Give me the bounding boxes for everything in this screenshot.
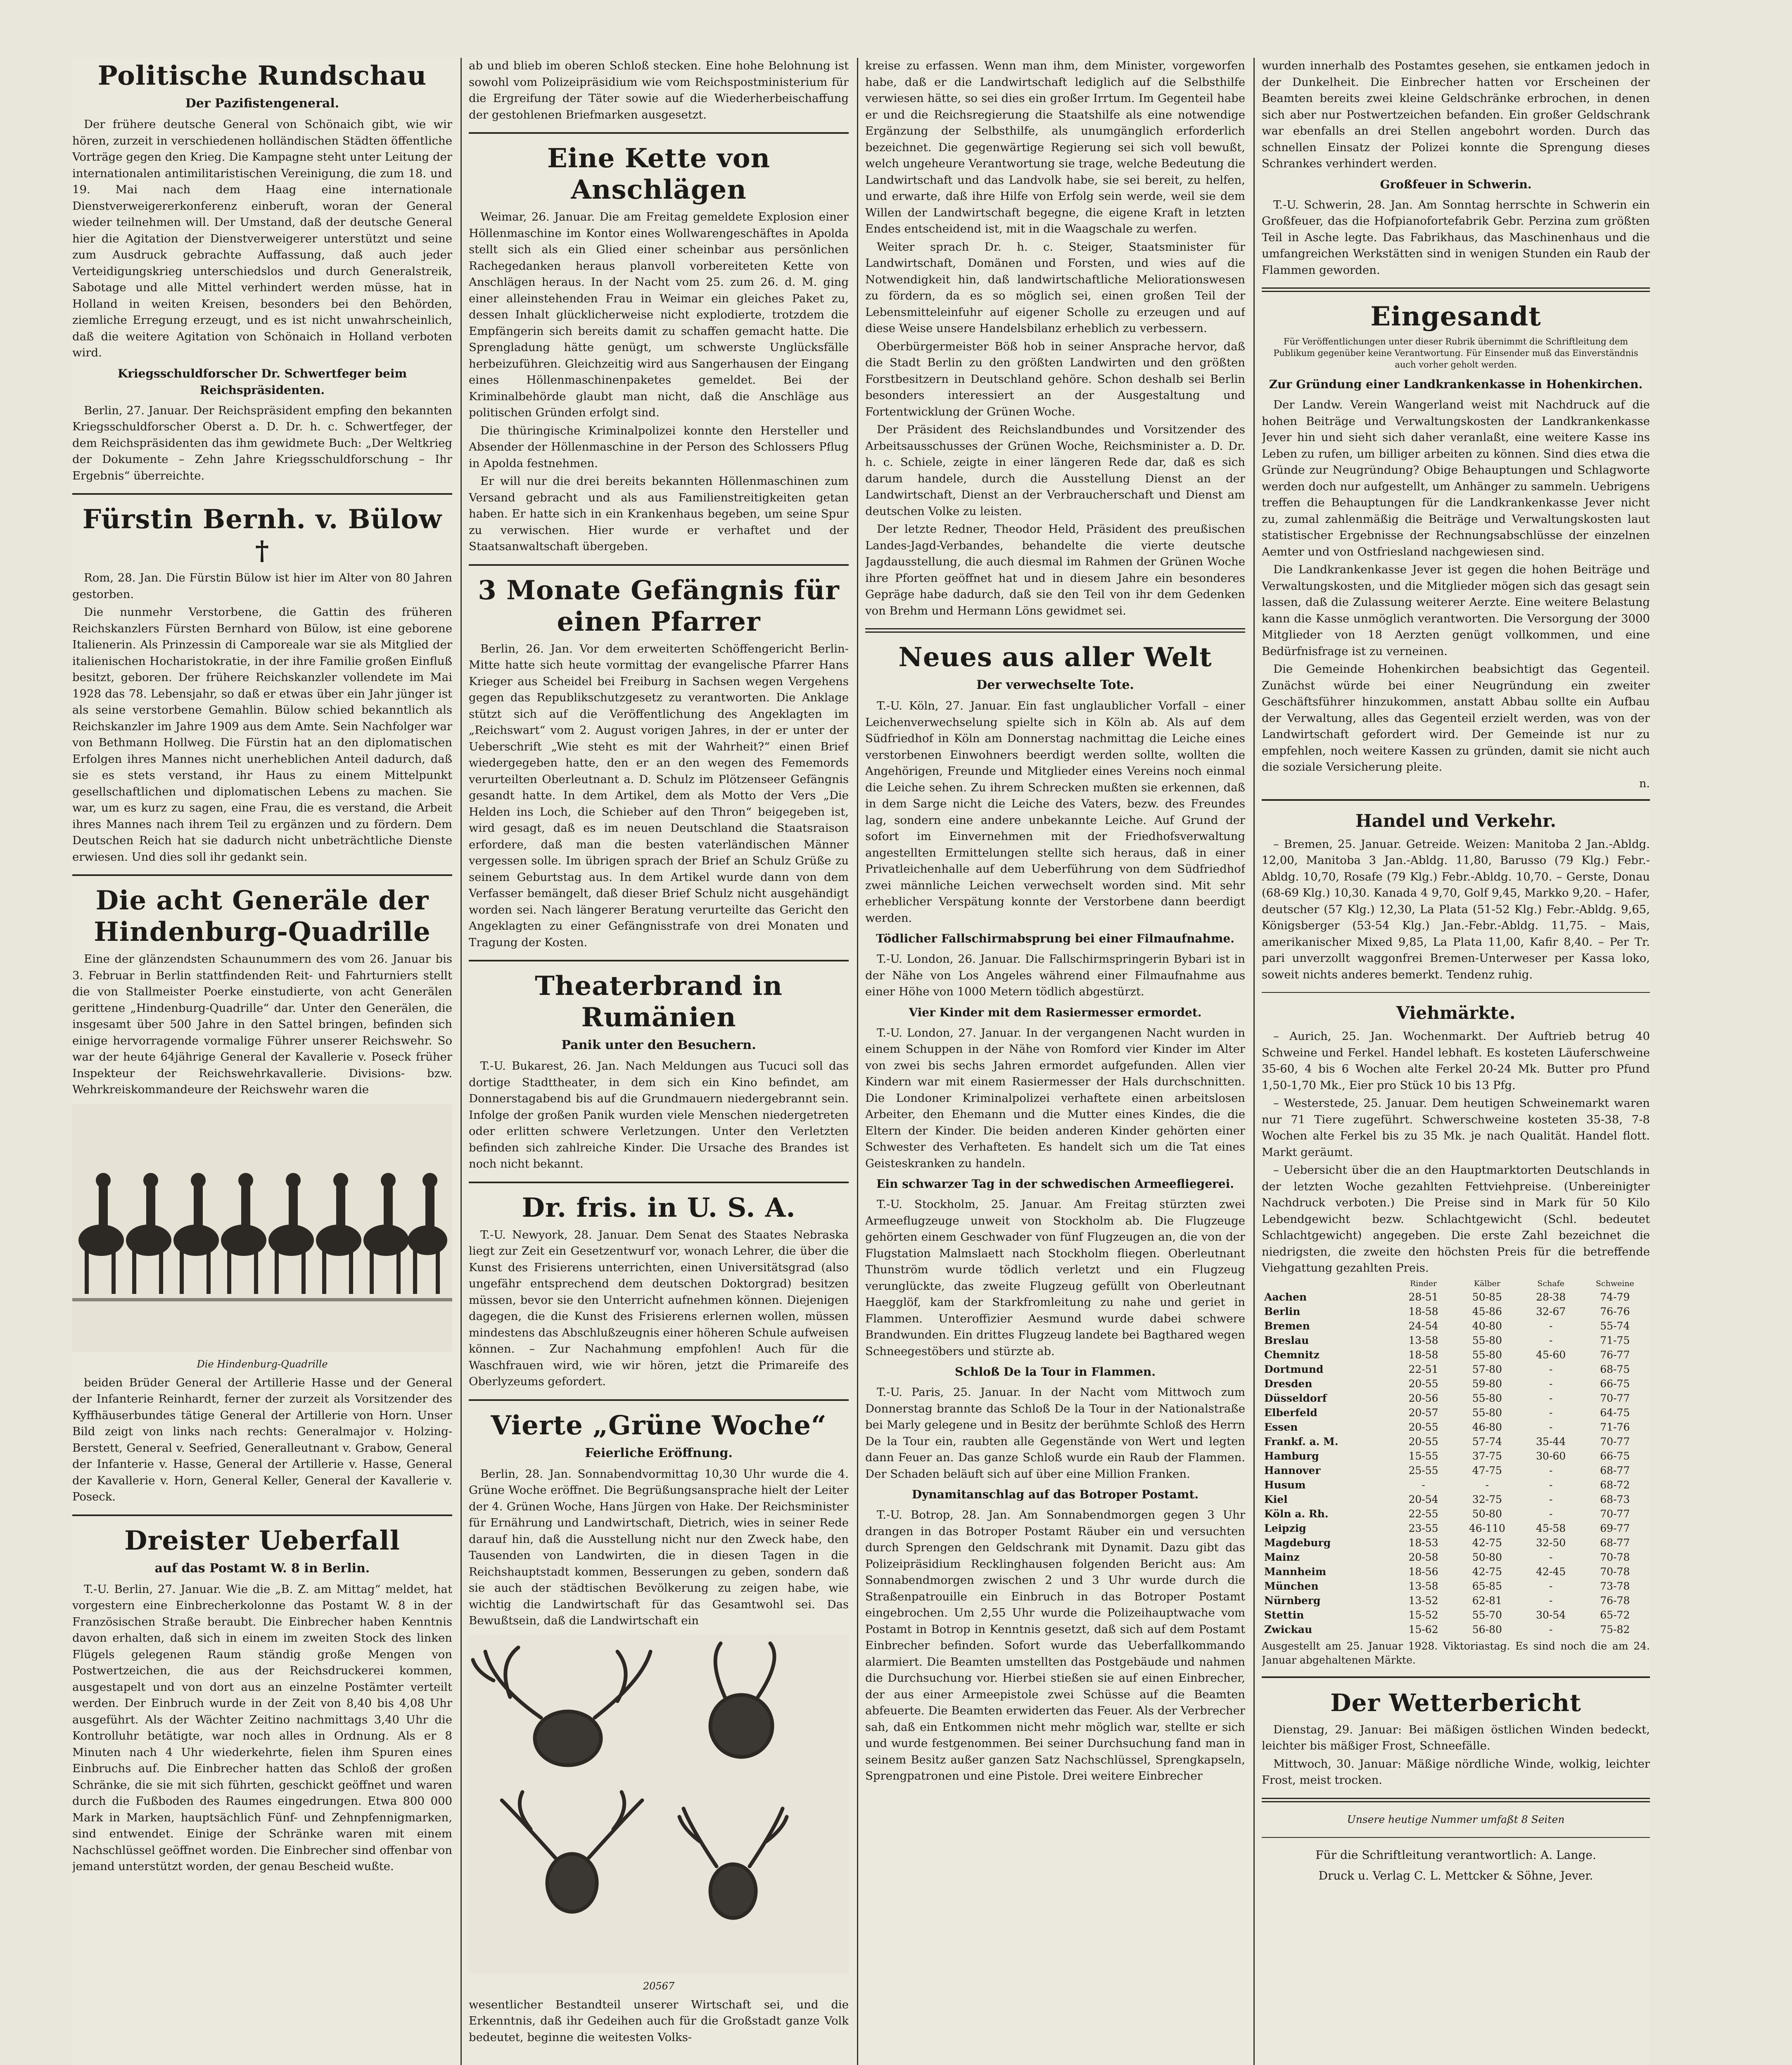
- article-subtitle: Kriegsschuldforscher Dr. Schwertfeger beim Reichspräsidenten.: [117, 366, 407, 397]
- market-city: Husum: [1264, 1479, 1306, 1491]
- divider: [1262, 992, 1650, 993]
- price-cell: 62-81: [1472, 1594, 1502, 1607]
- article-text: Die nunmehr Verstorbene, die Gattin des früheren Reichskanzlers Fürsten Bernhard von Bülow, ist eine geborene Italienerin. Als Prinzessin di Camporeale war sie als Mitglied der italienischen Hocharistokratie, in der ihre Familie großen Einfluß besitzt, geboren. Der frühere Reichskanzler vollendete im Mai 1928 das 78. Lebensjahr, so daß er etwas über ein Jahr jünger ist als seine verstorbene Gemahlin. Bülow schied bekanntlich als Reichskanzler im Jahre 1909 aus dem Amte. Sein Nachfolger war von Bethmann Hollweg. Die Fürstin hat an den diplomatischen Erfolgen ihres Mannes nicht unerheblichen Anteil dadurch, daß sie es stets verstand, ihr Haus zu einem Mittelpunkt gesellschaftlichen und diplomatischen Lebens zu machen. Sie war, um es kurz zu sagen, eine Frau, die es verstand, die Arbeit ihres Mannes nach ihrem Teil zu ergänzen und zu fördern. Dem Deutschen Reich hat sie dadurch nicht unbeträchtliche Dienste erwiesen. Und dies soll ihr gedankt sein.: [72, 605, 452, 864]
- article-headline: Theaterbrand in Rumänien: [535, 971, 783, 1033]
- price-cell: 32-75: [1472, 1493, 1502, 1505]
- article-subtitle: Feierliche Eröffnung.: [585, 1446, 733, 1460]
- article-text: Der Landw. Verein Wangerland weist mit Nachdruck auf die hohen Beiträge und Verwaltungskosten der Landkrankenkasse Jever hin und sieht sich daher veranlaßt, eine weitere Kasse ins Leben zu rufen, um billiger arbeiten zu können. Sind dies etwa die Gründe zur Neugründung? Obige Behauptungen und Schlagworte werden doch nur aufgestellt, um Anhänger zu sammeln. Uebrigens treffen die Behauptungen für die Landkrankenkasse Jever nicht zu, zumal zahlenmäßig die Beiträge und Verwaltungskosten laut statistischer Ergebnisse der Rechnungsabschlüsse der einzelnen Aemter und von Ostfriesland nachgewiesen sind.: [1262, 398, 1650, 558]
- table-header: Kälber: [1474, 1279, 1500, 1288]
- column-3: [865, 58, 1245, 2065]
- price-cell: 25-55: [1408, 1464, 1438, 1476]
- article-text: T.-U. Paris, 25. Januar. In der Nacht vom Mittwoch zum Donnerstag brannte das Schloß De la Tour in der Nationalstraße bei Marly gelegene und in Besitz der berühmte Schloß des Herrn De la Tour ein, raubten alle Gegenstände von Wert und legten dann Feuer an. Das ganze Schloß wurde ein Raub der Flammen. Der Schaden beläuft sich auf über eine Million Franken.: [865, 1386, 1245, 1481]
- section-title: Eingesandt: [1370, 301, 1541, 332]
- table-row: [1262, 1377, 1650, 1391]
- table-row: [1262, 1564, 1650, 1579]
- horse-riders-illustration: [72, 1104, 452, 1352]
- price-cell: 15-55: [1408, 1450, 1438, 1462]
- divider: [1262, 287, 1650, 292]
- article-text: T.-U. Stockholm, 25. Januar. Am Freitag stürzten zwei Armeeflugzeuge unweit von Stockholm ab. Die Flugzeuge gehörten einem Geschwader von fünf Flugzeugen an, die von der Flugstation Malmslaett nach Stockholm fliegen. Oberleutnant Thunström wurde tödlich verletzt und ein Flugzeug verunglückte, das zweite Flugzeug gefüllt von Oberleutnant Haegglöf, kam der Starkfromleitung zu nahe und geriet in Flammen. Unteroffizier Aesmund wurde dabei schwere Brandwunden. Ein drittes Flugzeug landete bei Bagthared wegen Schneegestöbers und stürzte ab.: [865, 1198, 1245, 1358]
- price-cell: 74-79: [1600, 1291, 1630, 1303]
- article-text: Er will nur die drei bereits bekannten Höllenmaschinen zum Versand gebracht und als aus Familienstreitigkeiten getan haben. Er hatte sich in ein Krankenhaus begeben, um seine Spur zu verwischen. Hier wurde er verhaftet und der Staatsanwaltschaft übergeben.: [469, 475, 849, 553]
- price-cell: 20-57: [1408, 1406, 1438, 1419]
- price-cell: 68-72: [1600, 1479, 1630, 1491]
- price-cell: 73-78: [1600, 1580, 1630, 1592]
- price-cell: 69-77: [1600, 1522, 1630, 1534]
- price-cell: 40-80: [1472, 1320, 1502, 1332]
- price-cell: 70-78: [1600, 1551, 1630, 1563]
- author-signature: n.: [1639, 777, 1650, 790]
- divider: [469, 132, 849, 134]
- divider: [469, 1399, 849, 1401]
- price-cell: 76-77: [1600, 1348, 1630, 1361]
- article-subtitle: Der Pazifistengeneral.: [185, 96, 339, 111]
- article-text: wesentlicher Bestandteil unserer Wirtschaft sei, und die Erkenntnis, daß ihr Gedeihen auch für die Großstadt ganze Volk bedeutet, beginne die weitesten Volks-: [469, 1998, 849, 2044]
- price-cell: 50-85: [1472, 1291, 1502, 1303]
- price-cell: -: [1549, 1363, 1553, 1375]
- table-header: Rinder: [1410, 1279, 1437, 1288]
- price-cell: 13-58: [1408, 1580, 1438, 1592]
- price-cell: 45-86: [1472, 1305, 1502, 1317]
- price-cell: 64-75: [1600, 1406, 1630, 1419]
- article-text: Berlin, 26. Jan. Vor dem erweiterten Schöffengericht Berlin-Mitte hatte sich heute vormittag der evangelische Pfarrer Hans Krieger aus Scheidel bei Freiburg in Sachsen wegen Vergehens gegen das Republikschutzgesetz zu verantworten. Die Anklage stützt sich auf die Veröffentlichung des Angeklagten im „Reichswart“ vom 2. August vorigen Jahres, in der er unter der Ueberschrift „Wie steht es mit der Wahrheit?“ einen Brief wiedergegeben hatte, den er an den wegen des Fememords verurteilten Oberleutnant a. D. Schulz im Plötzenseer Gefängnis gesandt hatte. In dem Artikel, dem als Motto der Vers „Die Helden ins Loch, die Schieber auf den Thron“ beigegeben ist, wird gesagt, daß es im neuen Deutschland die Staatsraison erfordere, daß man die besten vaterländischen Männer vergessen solle. Im übrigen sprach der Brief an Schulz Grüße zu seinem Geburtstag aus. In dem Artikel wurde dann von dem Verfasser bemängelt, daß dieser Brief Schulz nicht ausgehändigt worden sei. Nach längerer Beratung verurteilte das Gericht den Angeklagten zu einer Gefängnisstrafe von drei Monaten und Tragung der Kosten.: [469, 642, 849, 949]
- article-text: – Westerstede, 25. Januar. Dem heutigen Schweinemarkt waren nur 71 Tiere zugeführt. Schwerschweine kosteten 35-38, 7-8 Wochen alte Ferkel bis zu 35 Mk. je nach Qualität. Handel flott. Markt geräumt.: [1262, 1097, 1650, 1159]
- table-row: [1262, 1550, 1650, 1564]
- price-cell: 70-78: [1600, 1565, 1630, 1578]
- price-cell: -: [1549, 1493, 1553, 1505]
- price-cell: 55-80: [1472, 1334, 1502, 1346]
- market-city: Frankf. a. M.: [1264, 1435, 1339, 1448]
- column-rule: [460, 58, 462, 2065]
- market-city: Dresden: [1264, 1377, 1313, 1390]
- price-cell: 50-80: [1472, 1507, 1502, 1520]
- market-city: Chemnitz: [1264, 1348, 1320, 1361]
- price-cell: 28-38: [1536, 1291, 1566, 1303]
- market-city: München: [1264, 1580, 1319, 1592]
- divider: [469, 564, 849, 566]
- section-title: Politische Rundschau: [97, 60, 427, 91]
- article-text: T.-U. Berlin, 27. Januar. Wie die „B. Z. am Mittag“ meldet, hat vorgestern eine Einbrecherkolonne das Postamt W. 8 in der Französischen Straße beraubt. Die Einbrecher haben Kenntnis davon erhalten, daß sich in einem im zweiten Stock des linken Flügels gelegenen Raum ständig große Mengen von Postwertzeichen, die aus der Reichsdruckerei kommen, ausgestapelt und von dort aus an einzelne Postämter verteilt werden. Der Einbruch wurde in der Zeit von 8,40 bis 4,08 Uhr ausgeführt. Als der Wächter Zeitino nachmittags 3,40 Uhr die Kontrolluhr betätigte, war noch alles in Ordnung. Als er 8 Minuten nach 4 Uhr wiederkehrte, fielen ihm Spuren eines Einbruchs auf. Die Einbrecher hatten das Schloß der großen Schränke, die sie mit sich führten, geschickt geöffnet und waren durch die Fußboden des Raumes eingedrungen. Etwa 800 000 Mark in Marken, hauptsächlich Fünf- und Zehnpfennigmarken, sind entwendet. Einige der Schränke waren mit einem Nachschlüssel geöffnet worden. Die Einbrecher sind offenbar von jemand unterstützt worden, der genau Bescheid wußte.: [72, 1582, 452, 1873]
- market-city: Hamburg: [1264, 1450, 1319, 1462]
- price-cell: 68-73: [1600, 1493, 1630, 1505]
- section-title: Der Wetterbericht: [1330, 1688, 1581, 1717]
- price-cell: 23-55: [1408, 1522, 1438, 1534]
- table-row: [1262, 1593, 1650, 1608]
- article-text: – Uebersicht über die an den Hauptmarktorten Deutschlands in der letzten Woche gezahlten Fettviehpreise. (Unbereinigter Nachdruck verboten.) Die Preise sind in Mark für 50 Kilo Lebendgewicht bezw. Schlachtgewicht (Schl. bedeutet Schlachtgewicht) angegeben. Die erste Zahl bezeichnet die niedrigsten, die zweite den höchsten Preis für die betreffende Viehgattung gezahlten Preis.: [1262, 1163, 1650, 1275]
- price-cell: 59-80: [1472, 1377, 1502, 1390]
- divider: [1262, 1798, 1650, 1802]
- price-cell: 71-76: [1600, 1421, 1630, 1433]
- price-cell: 66-75: [1600, 1450, 1630, 1462]
- price-cell: 71-75: [1600, 1334, 1630, 1346]
- article-text: Weiter sprach Dr. h. c. Steiger, Staatsminister für Landwirtschaft, Domänen und Forsten, und wies auf die Notwendigkeit hin, daß landwirtschaftliche Meliorationswesen zu fördern, da es so möglich sei, einen großen Teil der Lebensmitteleinfuhr auf eigener Scholle zu erzeugen und auf diese Weise unsere Handelsbilanz erheblich zu verbessern.: [865, 240, 1245, 335]
- table-row: [1262, 1434, 1650, 1449]
- column-4: [1262, 58, 1650, 2065]
- price-cell: 32-67: [1536, 1305, 1566, 1317]
- price-cell: 22-51: [1408, 1363, 1438, 1375]
- table-row: [1262, 1507, 1650, 1521]
- market-city: Zwickau: [1264, 1623, 1313, 1635]
- price-cell: 20-55: [1408, 1377, 1438, 1390]
- market-city: Essen: [1264, 1421, 1298, 1433]
- price-cell: -: [1549, 1377, 1553, 1390]
- price-cell: 35-44: [1536, 1435, 1566, 1448]
- market-city: Nürnberg: [1264, 1594, 1321, 1607]
- market-city: Aachen: [1264, 1291, 1307, 1303]
- price-cell: 22-55: [1408, 1507, 1438, 1520]
- market-city: Elberfeld: [1264, 1406, 1317, 1419]
- table-row: [1262, 1492, 1650, 1507]
- article-text: – Aurich, 25. Jan. Wochenmarkt. Der Auftrieb betrug 40 Schweine und Ferkel. Handel lebhaft. Es kosteten Läuferschweine 35-60, 4 bis 6 Wochen alte Ferkel 20-24 Mk. Butter pro Pfund 1,50-1,70 Mk., Eier pro Stück 10 bis 13 Pfg.: [1262, 1030, 1650, 1092]
- article-headline: Eine Kette von Anschlägen: [547, 143, 771, 205]
- market-city: Mannheim: [1264, 1565, 1327, 1578]
- price-cell: 30-54: [1536, 1609, 1566, 1621]
- figure-caption: Die Hindenburg-Quadrille: [197, 1358, 328, 1370]
- price-cell: 50-80: [1472, 1551, 1502, 1563]
- price-cell: 55-80: [1472, 1406, 1502, 1419]
- divider: [469, 1182, 849, 1183]
- deer-antlers-illustration: [469, 1635, 849, 1974]
- article-headline: Fürstin Bernh. v. Bülow †: [82, 504, 442, 566]
- price-cell: 42-75: [1472, 1565, 1502, 1578]
- price-cell: 56-80: [1472, 1623, 1502, 1635]
- price-cell: 70-77: [1600, 1392, 1630, 1404]
- divider: [72, 1514, 452, 1516]
- page-count-note: Unsere heutige Nummer umfaßt 8 Seiten: [1347, 1813, 1565, 1825]
- price-cell: 28-51: [1408, 1291, 1438, 1303]
- article-text: Der Präsident des Reichslandbundes und Vorsitzender des Arbeitsausschusses der Grünen Woche, Reichsminister a. D. Dr. h. c. Schiele, zeigte in einer längeren Rede dar, daß es sich darum handele, durch die Ausstellung Dienst an der Landwirtschaft, Dienst an der Verbraucherschaft und Dienst am deutschen Volke zu leisten.: [865, 423, 1245, 518]
- price-cell: 30-60: [1536, 1450, 1566, 1462]
- price-cell: 55-74: [1600, 1320, 1630, 1332]
- article-text: – Bremen, 25. Januar. Getreide. Weizen: Manitoba 2 Jan.-Abldg. 12,00, Manitoba 3 Jan.-Abldg. 11,80, Barusso (79 Klg.) Febr.-Abldg. 10,70, Rosafe (79 Klg.) Febr.-Abldg. 10,70. – Gerste, Donau (68-69 Klg.) 10,30. Kanada 4 9,70, Golf 9,45, Markko 9,20. – Hafer, deutscher (57 Klg.) 12,30, La Plata (51-52 Klg.) Febr.-Abldg. 9,65, Königsberger (53-54 Klg.) Jan.-Febr.-Abldg. 11,75. – Mais, amerikanischer Mixed 9,85, La Plata 11,00, Kafir 8,40. – Per Tr. pari unverzollt waggonfrei Bremen-Unterweser per Kassa loko, soweit nichts anderes bemerkt. Tendenz ruhig.: [1262, 837, 1650, 981]
- price-cell: 18-58: [1408, 1348, 1438, 1361]
- table-row: [1262, 1449, 1650, 1463]
- table-header: Schafe: [1537, 1279, 1564, 1288]
- article-subtitle: Panik unter den Besuchern.: [561, 1038, 756, 1052]
- article-subtitle: Ein schwarzer Tag in der schwedischen Armeefliegerei.: [876, 1177, 1234, 1191]
- table-header-row: [1262, 1279, 1650, 1290]
- price-cell: 47-75: [1472, 1464, 1502, 1476]
- article-text: Die Gemeinde Hohenkirchen beabsichtigt das Gegenteil. Zunächst würde bei einer Neugründung ein zweiter Geschäftsführer hinzukommen, anstatt Abbau sollte ein Aufbau der Verwaltung, alles das Gegenteil erzielt werden, was von der Landwirtschaft gefordert wird. Der Gemeinde ist nur zu empfehlen, noch weitere Kassen zu gründen, damit sie nicht auch die soziale Versicherung pleite.: [1262, 662, 1650, 774]
- price-cell: 20-56: [1408, 1392, 1438, 1404]
- table-header: [1262, 1279, 1394, 1290]
- price-cell: 42-75: [1472, 1536, 1502, 1549]
- price-cell: 32-50: [1536, 1536, 1566, 1549]
- figure-number: 20567: [643, 1980, 675, 1992]
- price-cell: 18-53: [1408, 1536, 1438, 1549]
- article-subtitle: Vier Kinder mit dem Rasiermesser ermordet.: [909, 1005, 1202, 1019]
- price-cell: 13-52: [1408, 1594, 1438, 1607]
- price-cell: 24-54: [1408, 1320, 1438, 1332]
- price-cell: -: [1549, 1551, 1553, 1563]
- article-text: Dienstag, 29. Januar: Bei mäßigen östlichen Winden bedeckt, leichter bis mäßiger Frost, Schneefälle.: [1262, 1723, 1650, 1752]
- column-rule: [857, 58, 858, 2065]
- price-cell: 68-77: [1600, 1536, 1630, 1549]
- table-row: [1262, 1290, 1650, 1304]
- price-cell: 57-80: [1472, 1363, 1502, 1375]
- price-cell: 55-80: [1472, 1392, 1502, 1404]
- article-subtitle: Zur Gründung einer Landkrankenkasse in Hohenkirchen.: [1269, 377, 1643, 391]
- price-cell: 13-58: [1408, 1334, 1438, 1346]
- market-city: Berlin: [1264, 1305, 1301, 1317]
- market-city: Magdeburg: [1264, 1536, 1331, 1549]
- divider: [865, 628, 1245, 633]
- article-text: T.-U. Newyork, 28. Januar. Dem Senat des Staates Nebraska liegt zur Zeit ein Gesetzentwurf vor, wonach Lehrer, die über die Kunst des Frisierens unterrichten, einen Universitätsgrad (also ungefähr entsprechend dem deutschen Doktorgrad) besitzen müssen, bevor sie den Unterricht aufnehmen können. Diejenigen dagegen, die die Kunst des Frisierens erlernen wollen, müssen mindestens das Abschlußzeugnis einer höheren Schule aufweisen können. – Zur Nachahmung empfohlen! Auch für die Waschfrauen wird, wie wir hören, jetzt die Primareife des Oberlyzeums gefordert.: [469, 1228, 849, 1388]
- table-row: [1262, 1521, 1650, 1536]
- article-text: T.-U. London, 27. Januar. In der vergangenen Nacht wurden in einem Schuppen in der Nähe von Romford vier Kinder im Alter von zwei bis sechs Jahren ermordet aufgefunden. Allen vier Kindern war mit einem Rasiermesser der Hals durchschnitten. Die Londoner Kriminalpolizei verhaftete einen arbeitslosen Arbeiter, den Ehemann und die Mutter eines Kindes, die die Eltern der Kinder. Die beiden anderen Kinder gehörten einer Schwester des Verhafteten. Es handelt sich um die Tat eines Geisteskranken zu handeln.: [865, 1026, 1245, 1170]
- table-row: [1262, 1463, 1650, 1478]
- article-headline: Dreister Ueberfall: [124, 1525, 400, 1556]
- price-cell: 75-82: [1600, 1623, 1630, 1635]
- column-rule: [1253, 58, 1255, 2065]
- price-cell: 37-75: [1472, 1450, 1502, 1462]
- article-subtitle: Großfeuer in Schwerin.: [1380, 177, 1532, 191]
- price-cell: 46-80: [1472, 1421, 1502, 1433]
- table-row: [1262, 1536, 1650, 1550]
- table-row: [1262, 1319, 1650, 1333]
- price-cell: 42-45: [1536, 1565, 1566, 1578]
- table-row: [1262, 1304, 1650, 1319]
- section-title: Viehmärkte.: [1396, 1003, 1516, 1023]
- price-cell: 57-74: [1472, 1435, 1502, 1448]
- article-headline: Vierte „Grüne Woche“: [491, 1410, 827, 1441]
- article-text: Die Landkrankenkasse Jever ist gegen die hohen Beiträge und Verwaltungskosten, und die Mitglieder mögen sich das gesagt sein lassen, daß die Zulassung weiterer Aerzte. Eine weitere Belastung kann die Kasse unmöglich verantworten. Die Versorgung der 3000 Mitglieder von 18 Aerzten genügt vollkommen, und eine Bedürfnisfrage ist zu verneinen.: [1262, 563, 1650, 658]
- price-cell: -: [1549, 1594, 1553, 1607]
- price-cell: 45-58: [1536, 1522, 1566, 1534]
- price-cell: -: [1549, 1421, 1553, 1433]
- price-cell: 46-110: [1469, 1522, 1505, 1534]
- price-cell: 66-75: [1600, 1377, 1630, 1390]
- article-subtitle: Schloß De la Tour in Flammen.: [954, 1365, 1156, 1379]
- price-cell: 70-77: [1600, 1507, 1630, 1520]
- table-row: [1262, 1622, 1650, 1637]
- price-cell: 18-56: [1408, 1565, 1438, 1578]
- price-cell: 55-70: [1472, 1609, 1502, 1621]
- divider: [1262, 799, 1650, 801]
- section-title: Handel und Verkehr.: [1355, 810, 1556, 831]
- article-text: Berlin, 27. Januar. Der Reichspräsident empfing den bekannten Kriegsschuldforscher Oberst a. D. Dr. h. c. Schwertfeger, der dem Reichspräsidenten das ihm gewidmete Buch: „Der Weltkrieg der Dokumente – Zehn Jahre Kriegsschuldforschung – Ihr Ergebnis“ überreichte.: [72, 404, 452, 482]
- article-text: wurden innerhalb des Postamtes gesehen, sie entkamen jedoch in der Dunkelheit. Die Einbrecher hatten vor Erscheinen der Beamten bereits zwei kleine Geldschränke erbrochen, in denen sich aber nur Postwertzeichen befanden. Ein großer Geldschrank war ebenfalls an drei Stellen angebohrt worden. Durch das schnellen Einsatz der Polizei konnte die Sprengung dieses Schrankes verhindert werden.: [1262, 59, 1650, 170]
- market-city: Düsseldorf: [1264, 1392, 1327, 1404]
- article-text: Oberbürgermeister Böß hob in seiner Ansprache hervor, daß die Stadt Berlin zu den größten Landwirten und den größten Forstbesitzern in Deutschland gehöre. Schon deshalb sei Berlin besonders interessiert an der Ausgestaltung und Fortentwicklung der Grünen Woche.: [865, 339, 1245, 418]
- article-headline: Die acht Generäle der Hindenburg-Quadrille: [94, 885, 431, 947]
- divider: [72, 874, 452, 876]
- table-row: [1262, 1362, 1650, 1377]
- market-city: Dortmund: [1264, 1363, 1324, 1375]
- article-text: Rom, 28. Jan. Die Fürstin Bülow ist hier im Alter von 80 Jahren gestorben.: [72, 571, 452, 601]
- table-row: [1262, 1478, 1650, 1492]
- article-text: Der letzte Redner, Theodor Held, Präsident des preußischen Landes-Jagd-Verbandes, behandelte die vierte deutsche Jagdausstellung, die auch diesmal im Rahmen der Grünen Woche ihre Pforten geöffnet hat und in diesem Jahre ein besonderes Gepräge habe dadurch, daß sie den Teil von ihr dem Gedenken von Brehm und Hermann Löns gewidmet sei.: [865, 522, 1245, 617]
- price-cell: 20-58: [1408, 1551, 1438, 1563]
- table-row: [1262, 1579, 1650, 1593]
- article-text: T.-U. Schwerin, 28. Jan. Am Sonntag herrschte in Schwerin ein Großfeuer, das die Hofpianofortefabrik Gebr. Perzina zum größten Teil in Asche legte. Das Fabrikhaus, das Maschinenhaus und die umfangreichen Werkstätten sind in wenigen Stunden ein Raub der Flammen geworden.: [1262, 198, 1650, 277]
- table-row: [1262, 1333, 1650, 1348]
- article-text: T.-U. London, 26. Januar. Die Fallschirmspringerin Bybari ist in der Nähe von Los Angeles während einer Filmaufnahme aus einer Höhe von 1000 Metern tödlich abgestürzt.: [865, 952, 1245, 998]
- article-text: Weimar, 26. Januar. Die am Freitag gemeldete Explosion einer Höllenmaschine im Kontor eines Wollwarengeschäftes in Apolda stellt sich als ein Glied einer scheinbar aus persönlichen Rachegedanken heraus planvoll vorbereiteten Kette von Anschlägen heraus. In der Nacht vom 25. zum 26. d. M. ging einer alleinstehenden Frau in Weimar ein gleiches Paket zu, dessen Inhalt glücklicherweise nicht explodierte, trotzdem die Empfängerin sich bereits damit zu schaffen gemacht hatte. Die Sprengladung hätte genügt, um schwerste Unglücksfälle herbeizuführen. Gleichzeitig wird aus Sangerhausen der Eingang eines Höllenmaschinenpaketes gemeldet. Bei der Kriminalbehörde glaubt man nicht, daß die Anschläge aus politischen Gründen erfolgt sind.: [469, 210, 849, 419]
- price-cell: 65-72: [1600, 1609, 1630, 1621]
- price-cell: 76-76: [1600, 1305, 1630, 1317]
- price-cell: 20-55: [1408, 1435, 1438, 1448]
- table-header: Schweine: [1595, 1279, 1634, 1288]
- article-subtitle: auf das Postamt W. 8 in Berlin.: [154, 1561, 370, 1576]
- divider: [469, 960, 849, 961]
- market-city: Köln a. Rh.: [1264, 1507, 1329, 1520]
- table-row: [1262, 1405, 1650, 1420]
- cattle-price-table: [1262, 1279, 1650, 1637]
- table-footnote: Ausgestellt am 25. Januar 1928. Viktoriastag. Es sind noch die am 24. Januar abgehaltenen Märkte.: [1262, 1640, 1650, 1666]
- price-cell: -: [1549, 1320, 1553, 1332]
- price-cell: 65-85: [1472, 1580, 1502, 1592]
- newspaper-page: [72, 58, 1650, 2065]
- price-cell: 68-75: [1600, 1363, 1630, 1375]
- table-row: [1262, 1391, 1650, 1405]
- article-text: Berlin, 28. Jan. Sonnabendvormittag 10,30 Uhr wurde die 4. Grüne Woche eröffnet. Die Begrüßungsansprache hielt der Leiter der 4. Grünen Woche, Hans Jürgen von Hake. Der Reichsminister für Ernährung und Landwirtschaft, Dietrich, wies in seiner Rede darauf hin, daß die Ausstellung nicht nur den Zweck habe, den Tausenden von Landwirten, die in diesen Tagen in die Reichshauptstadt kommen, Besserungen zu geben, sondern daß sie auch der städtischen Bevölkerung zu zeigen habe, wie wichtig die Landwirtschaft für das Gesamtwohl sei. Das Bewußtsein, daß die Landwirtschaft ein: [469, 1467, 849, 1627]
- price-cell: 45-60: [1536, 1348, 1566, 1361]
- article-text: T.-U. Bukarest, 26. Jan. Nach Meldungen aus Tucuci soll das dortige Stadttheater, in dem sich ein Kino befindet, am Donnerstagabend bis auf die Grundmauern niedergebrannt sein. Infolge der großen Panik wurden viele Menschen niedergetreten oder erlitten schwere Verletzungen. Unter den Verletzten befinden sich zahlreiche Kinder. Die Ursache des Brandes ist noch nicht bekannt.: [469, 1059, 849, 1170]
- divider: [1262, 1837, 1650, 1838]
- column-2: [469, 58, 849, 2065]
- price-cell: -: [1549, 1580, 1553, 1592]
- price-cell: 55-80: [1472, 1348, 1502, 1361]
- market-city: Bremen: [1264, 1320, 1310, 1332]
- article-text: beiden Brüder General der Artillerie Hasse und der General der Infanterie Reinhardt, ferner der zurzeit als Vorsitzender des Kyffhäuserbundes tätige General der Artillerie von Horn. Unser Bild zeigt von links nach rechts: Generalmajor v. Holzing-Berstett, General v. Seefried, Generalleutnant v. Grabow, General der Infanterie v. Hasse, General der Artillerie v. Hasse, General der Kavallerie v. Horn, General Keller, General der Kavallerie v. Poseck.: [72, 1376, 452, 1503]
- market-city: Hannover: [1264, 1464, 1321, 1476]
- price-cell: -: [1549, 1479, 1553, 1491]
- article-text: Eine der glänzendsten Schaunummern des vom 26. Januar bis 3. Februar in Berlin stattfindenden Reit- und Fahrturniers stellt die von Stallmeister Poerke einstudierte, von acht Generälen gerittene „Hindenburg-Quadrille“ dar. Unter den Generälen, die insgesamt über 500 Jahre in den Sattel bringen, befinden sich einige hervorragende vormalige Führer unserer Reichswehr. So war der heute 64jährige General der Kavallerie v. Poseck früher Inspekteur der Reichswehrkavallerie. Divisions- bzw. Wehrkreiskommandeure der Reichswehr waren die: [72, 952, 452, 1096]
- article-text: ab und blieb im oberen Schloß stecken. Eine hohe Belohnung ist sowohl vom Polizeipräsidium wie vom Reichspostministerium für die Ergreifung der Täter sowie auf die Wiederherbeischaffung der gestohlenen Briefmarken ausgesetzt.: [469, 59, 849, 121]
- market-city: Stettin: [1264, 1609, 1304, 1621]
- table-row: [1262, 1420, 1650, 1434]
- table-row: [1262, 1608, 1650, 1622]
- article-text: T.-U. Köln, 27. Januar. Ein fast unglaublicher Vorfall – einer Leichenverwechselung spielte sich in Köln ab. Als auf dem Südfriedhof in Köln am Donnerstag nachmittag die Leiche eines verstorbenen Einwohners beerdigt werden sollte, wollten die Angehörigen, Freunde und Mitglieder eines Vereins noch einmal die Leiche sehen. Zu ihrem Schrecken mußten sie erkennen, daß in dem Sarge nicht die Leiche des Vaters, bezw. des Freundes lag, sondern eine andere unbekannte Leiche. Auf Grund der sofort im Einvernehmen mit der Friedhofsverwaltung angestellten Ermittelungen stellte sich heraus, daß in einer Privatleichenhalle auf dem Ueberführung von dem Südfriedhof zwei männliche Leichen verwechselt worden sind. Mit sehr erheblicher Verspätung konnte der Verstorbene dann beerdigt werden.: [865, 699, 1245, 925]
- price-cell: -: [1485, 1479, 1489, 1491]
- price-cell: -: [1549, 1406, 1553, 1419]
- price-cell: -: [1549, 1623, 1553, 1635]
- price-cell: 15-62: [1408, 1623, 1438, 1635]
- market-city: Kiel: [1264, 1493, 1288, 1505]
- article-subtitle: Dynamitanschlag auf das Botroper Postamt.: [911, 1488, 1199, 1501]
- price-cell: 20-54: [1408, 1493, 1438, 1505]
- article-subtitle: Tödlicher Fallschirmabsprung bei einer Filmaufnahme.: [876, 932, 1235, 945]
- article-text: Mittwoch, 30. Januar: Mäßige nördliche Winde, wolkig, leichter Frost, meist trocken.: [1262, 1757, 1650, 1787]
- price-cell: 20-55: [1408, 1421, 1438, 1433]
- price-cell: -: [1549, 1507, 1553, 1520]
- editorial-note: Für Veröffentlichungen unter dieser Rubrik übernimmt die Schriftleitung dem Publikum gegenüber keine Verantwortung. Für Einsender muß das Einverständnis auch vorher geholt werden.: [1273, 337, 1638, 370]
- table-row: [1262, 1348, 1650, 1362]
- price-cell: 18-58: [1408, 1305, 1438, 1317]
- market-city: Breslau: [1264, 1334, 1309, 1346]
- price-cell: -: [1549, 1334, 1553, 1346]
- article-headline: Dr. fris. in U. S. A.: [522, 1192, 796, 1223]
- article-text: kreise zu erfassen. Wenn man ihm, dem Minister, vorgeworfen habe, daß er die Landwirtschaft lediglich auf die Selbsthilfe verwiesen hätte, so sei dies ein großer Irrtum. Im Gegenteil habe er und die Reichsregierung die Staatshilfe als eine notwendige Ergänzung der Selbsthilfe, als unumgänglich erforderlich bezeichnet. Die gegenwärtige Regierung sei sich voll bewußt, welch ungeheure Verantwortung sie trage, welche Bedeutung die Landwirtschaft und das Landvolk habe, sie sei bereit, zu helfen, und erwarte, daß ihre Hilfe von Erfolg sein werde, weil sie dem Willen der Landwirtschaft begegne, die eigene Kraft in letzten Endes entscheidend ist, mit in die Waagschale zu werfen.: [865, 59, 1245, 235]
- price-cell: -: [1549, 1464, 1553, 1476]
- column-1: [72, 58, 452, 2065]
- article-text: Die thüringische Kriminalpolizei konnte den Hersteller und Absender der Höllenmaschine in der Person des Schlossers Pflug in Apolda festnehmen.: [469, 424, 849, 470]
- section-title: Neues aus aller Welt: [898, 642, 1212, 673]
- price-cell: 15-52: [1408, 1609, 1438, 1621]
- price-cell: -: [1549, 1392, 1553, 1404]
- price-cell: 68-77: [1600, 1464, 1630, 1476]
- market-city: Leipzig: [1264, 1522, 1306, 1534]
- market-city: Mainz: [1264, 1551, 1300, 1563]
- publisher-credit: Druck u. Verlag C. L. Mettcker & Söhne, Jever.: [1318, 1868, 1593, 1882]
- price-cell: 76-78: [1600, 1594, 1630, 1607]
- article-text: T.-U. Botrop, 28. Jan. Am Sonnabendmorgen gegen 3 Uhr drangen in das Botroper Postamt Räuber ein und versuchten durch Sprengen den Geldschrank mit Dynamit. Dazu gibt das Polizeipräsidium Recklinghausen folgenden Bericht aus: Am Sonnabendmorgen zwischen 2 und 3 Uhr wurde durch die Straßenpatrouille ein Einbruch in das Botroper Postamt eingebrochen. Um 2,55 Uhr wurde die Polizeihauptwache vom Postamt in Botrop in Kenntnis gesetzt, daß sich auf dem Postamt Einbrecher befinden. Sofort wurde das Ueberfallkommando alarmiert. Die Beamten umstellten das Postgebäude und nahmen die Durchsuchung vor. Hierbei stießen sie auf einen Einbrecher, der aus einer Armeepistole zwei Schüsse auf die Beamten abfeuerte. Die Beamten erwiderten das Feuer. Als der Verbrecher sah, daß ein Entkommen nicht mehr möglich war, stellte er sich und wurde festgenommen. Bei seiner Durchsuchung fand man in seinem Besitz außer ganzen Satz Nachschlüssel, Sprengkapseln, Sprengpatronen und eine Pistole. Drei weitere Einbrecher: [865, 1508, 1245, 1783]
- divider: [72, 493, 452, 495]
- article-subtitle: Der verwechselte Tote.: [976, 678, 1134, 692]
- price-cell: -: [1422, 1479, 1425, 1491]
- editor-credit: Für die Schriftleitung verantwortlich: A. Lange.: [1315, 1848, 1596, 1862]
- price-cell: 70-77: [1600, 1435, 1630, 1448]
- article-text: Der frühere deutsche General von Schönaich gibt, wie wir hören, zurzeit in verschiedenen holländischen Städten öffentliche Vorträge gegen den Krieg. Die Kampagne steht unter Leitung der internationalen antimilitaristischen Vereinigung, die zum 18. und 19. Mai nach dem Haag eine internationale Dienstverweigererkonferenz einberuft, woran der General wieder teilnehmen will. Der Umstand, daß der deutsche General hier die Agitation der Dienstverweigerer unterstützt und seine zum Ausdruck gebrachte Auffassung, daß auch jeder Verteidigungskrieg unterschiedslos und durch Generalstreik, Sabotage und alle Mittel verhindert werden müsse, hat in Holland in weiten Kreisen, besonders bei den Behörden, ziemliche Erregung erzeugt, und es ist nicht unwahrscheinlich, daß die weitere Agitation von Schönaich in Holland verboten wird.: [72, 118, 452, 359]
- divider: [1262, 1676, 1650, 1678]
- article-headline: 3 Monate Gefängnis für einen Pfarrer: [478, 574, 840, 637]
